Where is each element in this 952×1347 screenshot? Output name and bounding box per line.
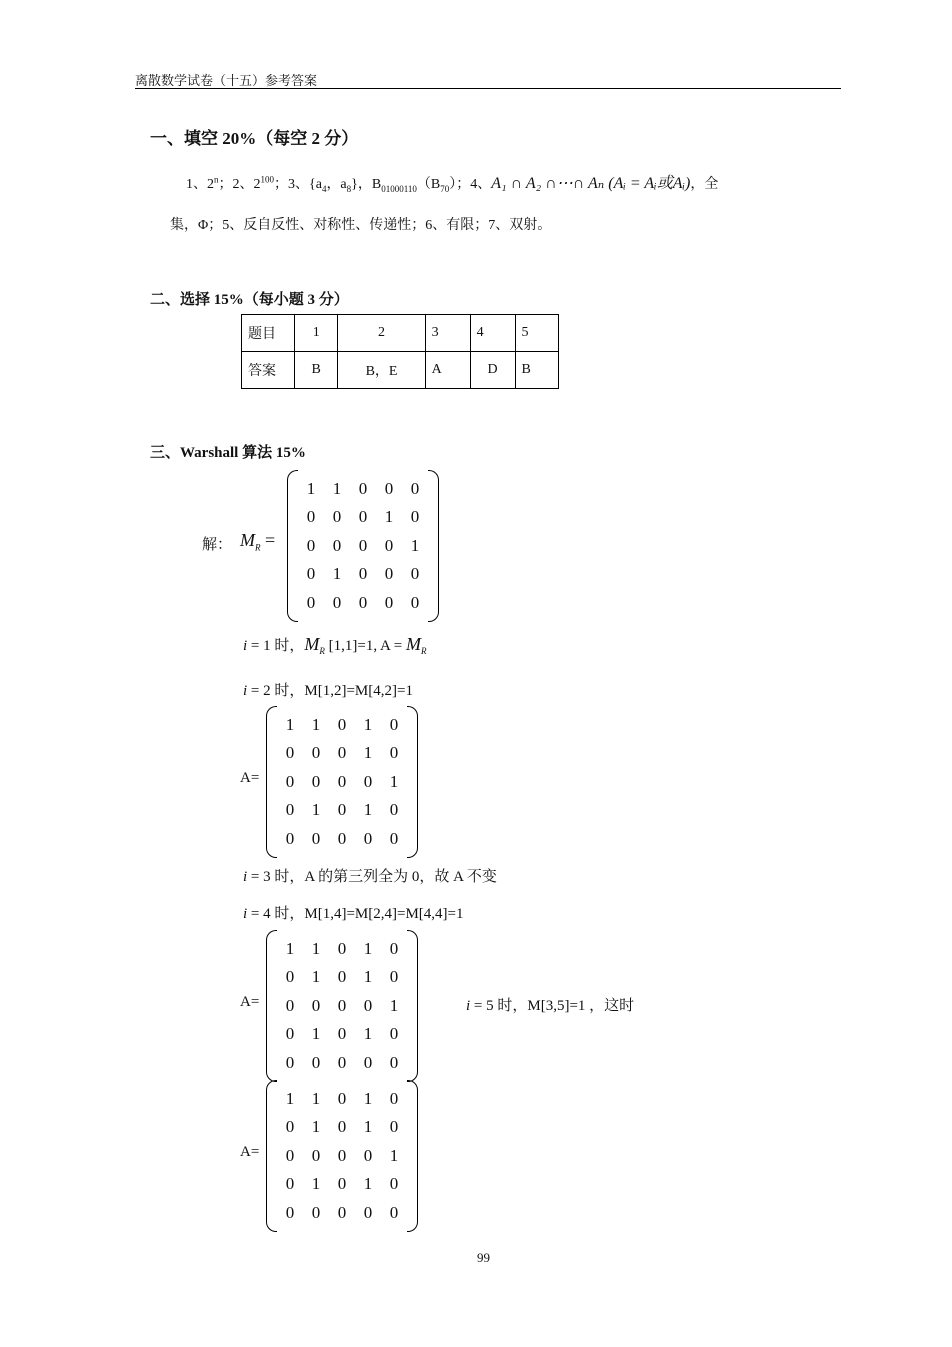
table-cell: 4 [470, 315, 515, 352]
var-i: i [243, 869, 248, 885]
matrix-entry: 1 [332, 564, 342, 584]
text-seg: ；3、{a [274, 177, 322, 192]
matrix-entry: 0 [384, 564, 394, 584]
left-paren [266, 1080, 277, 1232]
matrix-entry: 0 [311, 1052, 321, 1072]
matrix-entry: 1 [311, 1174, 321, 1194]
step3-line [243, 865, 497, 886]
matrix-entry: 0 [363, 771, 373, 791]
matrix-entry: 0 [306, 535, 316, 555]
matrix-entry: 1 [384, 507, 394, 527]
matrix-entry: 0 [410, 478, 420, 498]
var-i: i [466, 998, 471, 1014]
table-row [242, 352, 559, 389]
text-seg: = 4 时，M[1,4]=M[2,4]=M[4,4]=1 [247, 906, 464, 922]
section1-title: 一、填空 20%（每空 2 分） [150, 129, 359, 148]
matrix-entry: 1 [332, 478, 342, 498]
matrix-entry: 0 [332, 507, 342, 527]
matrix-entry: 0 [285, 1202, 295, 1222]
matrix-entry: 1 [363, 1174, 373, 1194]
matrix-entry: 1 [363, 800, 373, 820]
matrix-entry: 0 [358, 592, 368, 612]
matrix-entry: 0 [389, 1117, 399, 1137]
text-seg: ，a [326, 177, 347, 192]
table-cell: B [515, 352, 558, 389]
matrix-grid [277, 1085, 407, 1228]
matrix-entry: 0 [306, 507, 316, 527]
matrix-entry: 0 [311, 771, 321, 791]
matrix-entry: 0 [410, 507, 420, 527]
matrix-step4 [266, 930, 418, 1082]
matrix-entry: 1 [410, 535, 420, 555]
matrix-entry: 0 [337, 1145, 347, 1165]
matrix-entry: 0 [410, 564, 420, 584]
table-cell: B [295, 352, 338, 389]
matrix-entry: 0 [358, 507, 368, 527]
matrix-entry: 0 [389, 1202, 399, 1222]
matrix-entry: 0 [337, 1052, 347, 1072]
matrix-entry: 0 [337, 1117, 347, 1137]
matrix-entry: 1 [306, 478, 316, 498]
mr-label [240, 530, 275, 553]
matrix-entry: 0 [410, 592, 420, 612]
table-cell: 1 [295, 315, 338, 352]
var-i: i [243, 638, 248, 654]
left-paren [266, 706, 277, 858]
sub-8: 8 [346, 183, 352, 194]
text-seg: （B [416, 177, 441, 192]
text-seg: ）；4、 [449, 177, 492, 192]
matrix-entry: 0 [358, 535, 368, 555]
table-cell: 题目 [242, 315, 295, 352]
matrix-step5 [266, 1080, 418, 1232]
matrix-entry: 0 [311, 743, 321, 763]
matrix-entry: 0 [332, 535, 342, 555]
matrix-grid [277, 711, 407, 854]
matrix-entry: 0 [389, 1174, 399, 1194]
matrix-entry: 1 [363, 1088, 373, 1108]
matrix-entry: 0 [311, 828, 321, 848]
matrix-entry: 0 [389, 714, 399, 734]
sup-100: 100 [260, 174, 274, 185]
matrix-entry: 0 [285, 828, 295, 848]
matrix-entry: 0 [285, 800, 295, 820]
text-seg: }，B [351, 177, 382, 192]
var-m: M [304, 634, 320, 654]
matrix-entry: 0 [363, 1202, 373, 1222]
matrix-entry: 1 [363, 714, 373, 734]
right-paren [407, 930, 418, 1082]
matrix-entry: 0 [285, 967, 295, 987]
solution-label: 解： [202, 537, 233, 553]
matrix-entry: 0 [358, 478, 368, 498]
matrix-entry: 1 [285, 714, 295, 734]
sub-70: 70 [440, 183, 450, 194]
text-seg: 1、2 [186, 177, 214, 192]
table-cell: 答案 [242, 352, 295, 389]
matrix-entry: 1 [389, 771, 399, 791]
matrix-entry: 0 [337, 967, 347, 987]
matrix-entry: 0 [363, 1052, 373, 1072]
matrix-entry: 0 [337, 714, 347, 734]
text-seg: = 2 时，M[1,2]=M[4,2]=1 [247, 683, 413, 699]
matrix-entry: 0 [285, 1174, 295, 1194]
matrix-entry: 0 [363, 828, 373, 848]
matrix-entry: 0 [389, 967, 399, 987]
matrix-step2 [266, 706, 418, 858]
matrix-entry: 0 [363, 995, 373, 1015]
sub-r: R [319, 646, 325, 656]
matrix-entry: 0 [337, 800, 347, 820]
mr-sub: R [255, 542, 261, 553]
matrix-entry: 0 [384, 535, 394, 555]
matrix-entry: 1 [285, 938, 295, 958]
matrix-entry: 0 [337, 743, 347, 763]
text-seg: ；2、2 [218, 177, 261, 192]
matrix-entry: 0 [311, 995, 321, 1015]
matrix-entry: 1 [311, 967, 321, 987]
matrix-entry: 0 [285, 1145, 295, 1165]
matrix-entry: 1 [311, 800, 321, 820]
matrix-entry: 0 [389, 1024, 399, 1044]
answer-table [241, 314, 559, 389]
matrix-entry: 0 [285, 771, 295, 791]
matrix-entry: 1 [363, 938, 373, 958]
matrix-entry: 1 [389, 1145, 399, 1165]
matrix-entry: 0 [337, 995, 347, 1015]
sub-4: 4 [321, 183, 327, 194]
right-paren [407, 1080, 418, 1232]
matrix-entry: 0 [306, 564, 316, 584]
var-i: i [243, 906, 248, 922]
matrix-entry: 1 [363, 743, 373, 763]
matrix-entry: 1 [389, 995, 399, 1015]
matrix-entry: 0 [337, 828, 347, 848]
matrix-entry: 0 [337, 1088, 347, 1108]
matrix-entry: 0 [389, 800, 399, 820]
matrix-entry: 0 [389, 828, 399, 848]
matrix-entry: 0 [337, 771, 347, 791]
matrix-entry: 0 [337, 1024, 347, 1044]
left-paren [287, 470, 298, 622]
step1-line [243, 634, 426, 656]
text-seg: = 3 时，A 的第三列全为 0，故 A 不变 [247, 869, 497, 885]
matrix-entry: 1 [363, 967, 373, 987]
formula-intersection: A₁ ∩ A₂ ∩⋯∩ Aₙ (Aᵢ = Aᵢ或Aᵢ) [491, 175, 691, 192]
text-seg: = 5 时，M[3,5]=1 ，这时 [470, 998, 635, 1014]
matrix-entry: 0 [389, 1088, 399, 1108]
matrix-entry: 0 [389, 938, 399, 958]
sup-n: n [214, 174, 219, 185]
matrix-entry: 1 [285, 1088, 295, 1108]
step4-line [243, 902, 464, 923]
var-i: i [243, 683, 248, 699]
var-m: M [405, 634, 421, 654]
text-seg: [1,1]=1, A = [324, 638, 406, 654]
table-cell: 2 [338, 315, 425, 352]
matrix-entry: 1 [363, 1024, 373, 1044]
right-paren [428, 470, 439, 622]
matrix-entry: 1 [311, 714, 321, 734]
table-cell: B，E [338, 352, 425, 389]
matrix-entry: 1 [311, 938, 321, 958]
matrix-entry: 0 [337, 1174, 347, 1194]
matrix-entry: 1 [311, 1024, 321, 1044]
mr-symbol: M [240, 530, 255, 550]
matrix-entry: 1 [311, 1117, 321, 1137]
matrix-entry: 0 [285, 1117, 295, 1137]
sub-bin: 01000110 [381, 183, 417, 194]
section3-title: 三、Warshall 算法 15% [150, 445, 306, 461]
matrix-entry: 0 [337, 938, 347, 958]
matrix-entry: 0 [332, 592, 342, 612]
matrix-entry: 0 [358, 564, 368, 584]
step2-line [243, 679, 413, 700]
matrix-entry: 1 [311, 1088, 321, 1108]
matrix-entry: 0 [384, 478, 394, 498]
matrix-entry: 1 [363, 1117, 373, 1137]
matrix-entry: 0 [306, 592, 316, 612]
a-label: A= [240, 770, 260, 786]
sub-r: R [420, 646, 427, 656]
table-cell: 5 [515, 315, 558, 352]
right-paren [407, 706, 418, 858]
matrix-entry: 0 [311, 1202, 321, 1222]
matrix-grid [277, 935, 407, 1078]
matrix-entry: 0 [311, 1145, 321, 1165]
left-paren [266, 930, 277, 1082]
table-cell: D [470, 352, 515, 389]
a-label: A= [240, 1144, 260, 1160]
text-seg: ，全 [690, 177, 719, 192]
matrix-entry: 0 [389, 743, 399, 763]
section1-line1 [186, 170, 718, 194]
step5-line [466, 994, 634, 1015]
section1-line2: 集，Φ；5、反自反性、对称性、传递性；6、有限；7、双射。 [170, 218, 552, 233]
page-number: 99 [477, 1250, 490, 1265]
matrix-mr [287, 470, 439, 622]
header-divider [135, 88, 841, 89]
a-label: A= [240, 994, 260, 1010]
matrix-entry: 0 [337, 1202, 347, 1222]
matrix-entry: 0 [285, 743, 295, 763]
table-row [242, 315, 559, 352]
table-cell: 3 [425, 315, 470, 352]
text-seg: = 1 时， [247, 638, 305, 654]
matrix-entry: 0 [389, 1052, 399, 1072]
section2-title: 二、选择 15%（每小题 3 分） [150, 292, 349, 308]
equals: = [265, 530, 276, 550]
page-header: 离散数学试卷（十五）参考答案 [135, 73, 318, 88]
matrix-entry: 0 [363, 1145, 373, 1165]
matrix-entry: 0 [285, 1052, 295, 1072]
table-cell: A [425, 352, 470, 389]
matrix-grid [298, 475, 428, 618]
matrix-entry: 0 [285, 1024, 295, 1044]
matrix-entry: 0 [285, 995, 295, 1015]
matrix-entry: 0 [384, 592, 394, 612]
